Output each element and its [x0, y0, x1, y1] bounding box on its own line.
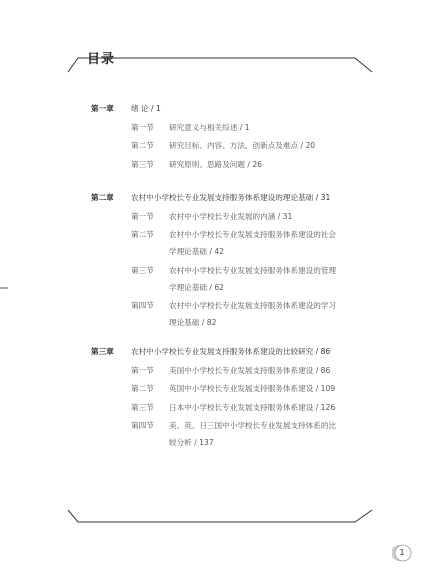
section-row — [131, 159, 154, 170]
section-label: 第四节 — [131, 421, 154, 430]
section-row — [131, 300, 154, 311]
chapter-title: 绪 论 / 1 — [131, 104, 161, 113]
section-title: 研究目标、内容、方法、创新点及难点 / 20 — [169, 141, 316, 150]
section-title: 农村中小学校长专业发展支持服务体系建设的社会 — [169, 230, 337, 239]
section-row — [131, 402, 154, 413]
page-number: 1 — [399, 548, 405, 557]
section-title: 农村中小学校长专业发展支持服务体系建设的管理 — [169, 265, 337, 275]
chapter-row — [91, 192, 331, 203]
section-row — [131, 365, 154, 376]
section-row — [131, 229, 154, 240]
section-title: 美、英、日三国中小学校长专业发展支持体系的比 — [169, 421, 337, 430]
section-label: 第三节 — [131, 159, 154, 169]
section-title: 研究原则、思路及问题 / 26 — [169, 159, 262, 169]
chapter-title: 农村中小学校长专业发展支持服务体系建设的理论基础 / 31 — [131, 193, 331, 202]
section-title: 较分析 / 137 — [169, 438, 214, 447]
chapter-label: 第三章 — [91, 347, 114, 356]
section-row — [131, 211, 154, 222]
section-title: 美国中小学校长专业发展支持服务体系建设 / 86 — [169, 365, 331, 375]
section-row — [131, 122, 154, 133]
section-row — [131, 383, 154, 394]
section-title: 研究意义与相关综述 / 1 — [169, 122, 250, 132]
chapter-label: 第一章 — [91, 104, 114, 113]
chapter-title: 农村中小学校长专业发展支持服务体系建设的比较研究 / 86 — [131, 347, 331, 356]
section-label: 第三节 — [131, 265, 154, 275]
section-title: 农村中小学校长专业发展的内涵 / 31 — [169, 211, 293, 221]
section-row — [131, 420, 154, 431]
toc-heading: 目录 — [87, 52, 116, 67]
section-label: 第二节 — [131, 141, 154, 150]
section-label: 第一节 — [131, 365, 154, 375]
chapter-row — [91, 346, 331, 357]
section-title: 学理论基础 / 62 — [169, 282, 225, 292]
section-label: 第一节 — [131, 122, 154, 132]
section-title: 日本中小学校长专业发展支持服务体系建设 / 126 — [169, 402, 336, 412]
section-title: 理论基础 / 82 — [169, 318, 217, 327]
section-title: 农村中小学校长专业发展支持服务体系建设的学习 — [169, 301, 337, 310]
section-title: 学理论基础 / 42 — [169, 247, 225, 256]
section-row — [131, 265, 154, 276]
bottom-rule — [68, 510, 372, 522]
section-label: 第一节 — [131, 211, 154, 221]
section-label: 第四节 — [131, 301, 154, 310]
chapter-label: 第二章 — [91, 193, 114, 202]
section-row — [131, 140, 154, 151]
section-label: 第二节 — [131, 384, 154, 393]
section-label: 第二节 — [131, 230, 154, 239]
section-label: 第三节 — [131, 402, 154, 412]
section-title: 英国中小学校长专业发展支持服务体系建设 / 109 — [169, 384, 336, 393]
chapter-row — [91, 103, 161, 114]
